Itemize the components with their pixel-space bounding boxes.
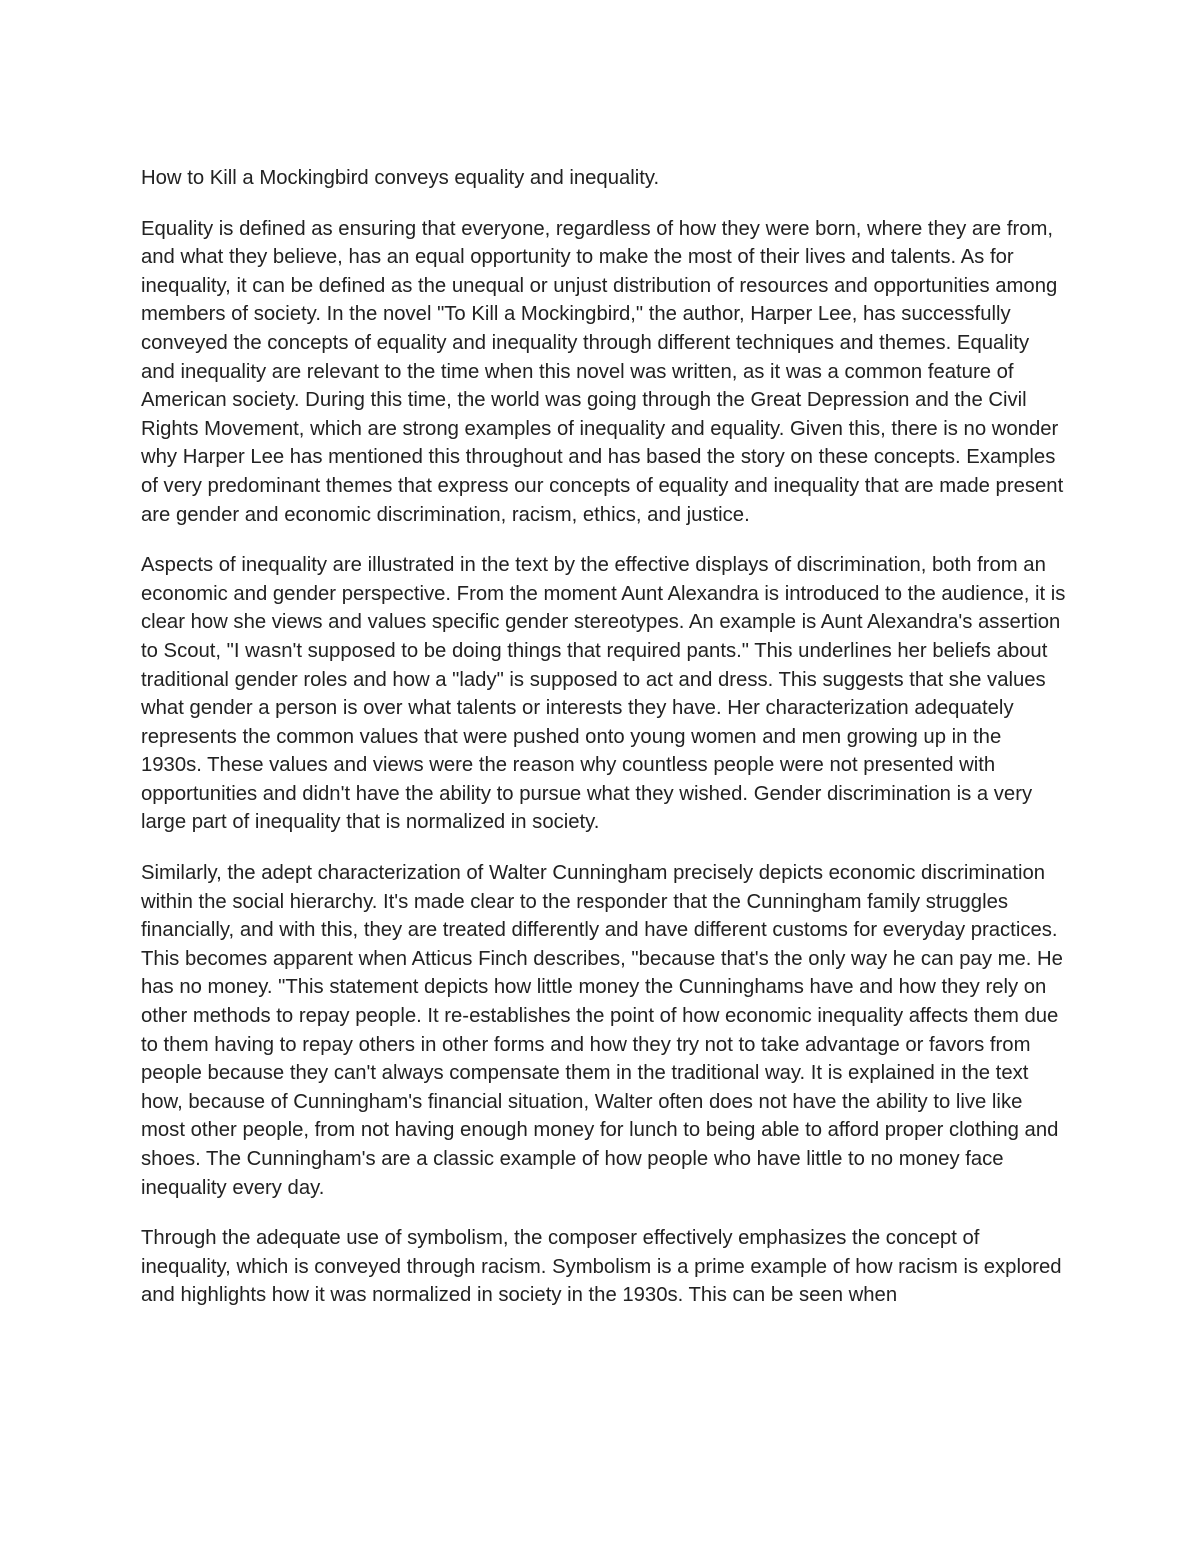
paragraph-symbolism: Through the adequate use of symbolism, the composer effectively emphasizes the concept of inequality, which is conveyed through racism. Symbolism is a prime example of how racism is explored and highlights how it was normalized in society in the 1930s. This can be seen when [141, 1227, 1062, 1307]
paragraph-economic-discrimination: Similarly, the adept characterization of Walter Cunningham precisely depicts economic discrimination within the social hierarchy. It's made clear to the responder that the Cunningham family struggles financially, and with this, they are treated differently and have different customs for everyday practices. This becomes apparent when Atticus Finch describes, "because that's the only way he can pay me. He has no money. "This statement depicts how little money the Cunninghams have and how they rely on other methods to repay people. It re-establishes the point of how economic inequality affects them due to them having to repay others in other forms and how they try not to take advantage or favors from people because they can't always compensate them in the traditional way. It is explained in the text how, because of Cunningham's financial situation, Walter often does not have the ability to live like most other people, from not having enough money for lunch to being able to afford proper clothing and shoes. The Cunningham's are a classic example of how people who have little to no money face inequality every day. [141, 862, 1063, 1199]
document-body [141, 164, 1066, 1332]
paragraph-intro: Equality is defined as ensuring that everyone, regardless of how they were born, where they are from, and what they believe, has an equal opportunity to make the most of their lives and talents. As for inequality, it can be defined as the unequal or unjust distribution of resources and opportunities among members of society. In the novel "To Kill a Mockingbird," the author, Harper Lee, has successfully conveyed the concepts of equality and inequality through different techniques and themes. Equality and inequality are relevant to the time when this novel was written, as it was a common feature of American society. During this time, the world was going through the Great Depression and the Civil Rights Movement, which are strong examples of inequality and equality. Given this, there is no wonder why Harper Lee has mentioned this throughout and has based the story on these concepts. Examples of very predominant themes that express our concepts of equality and inequality that are made present are gender and economic discrimination, racism, ethics, and justice. [141, 217, 1064, 526]
document-title: How to Kill a Mockingbird conveys equality and inequality. [141, 167, 660, 189]
paragraph-gender-discrimination: Aspects of inequality are illustrated in the text by the effective displays of discrimination, both from an economic and gender perspective. From the moment Aunt Alexandra is introduced to the audience, it is clear how she views and values specific gender stereotypes. An example is Aunt Alexandra's assertion to Scout, "I wasn't supposed to be doing things that required pants." This underlines her beliefs about traditional gender roles and how a "lady" is supposed to act and dress. This suggests that she values what gender a person is over what talents or interests they have. Her characterization adequately represents the common values that were pushed onto young women and men growing up in the 1930s. These values and views were the reason why countless people were not presented with opportunities and didn't have the ability to pursue what they wished. Gender discrimination is a very large part of inequality that is normalized in society. [141, 554, 1066, 834]
